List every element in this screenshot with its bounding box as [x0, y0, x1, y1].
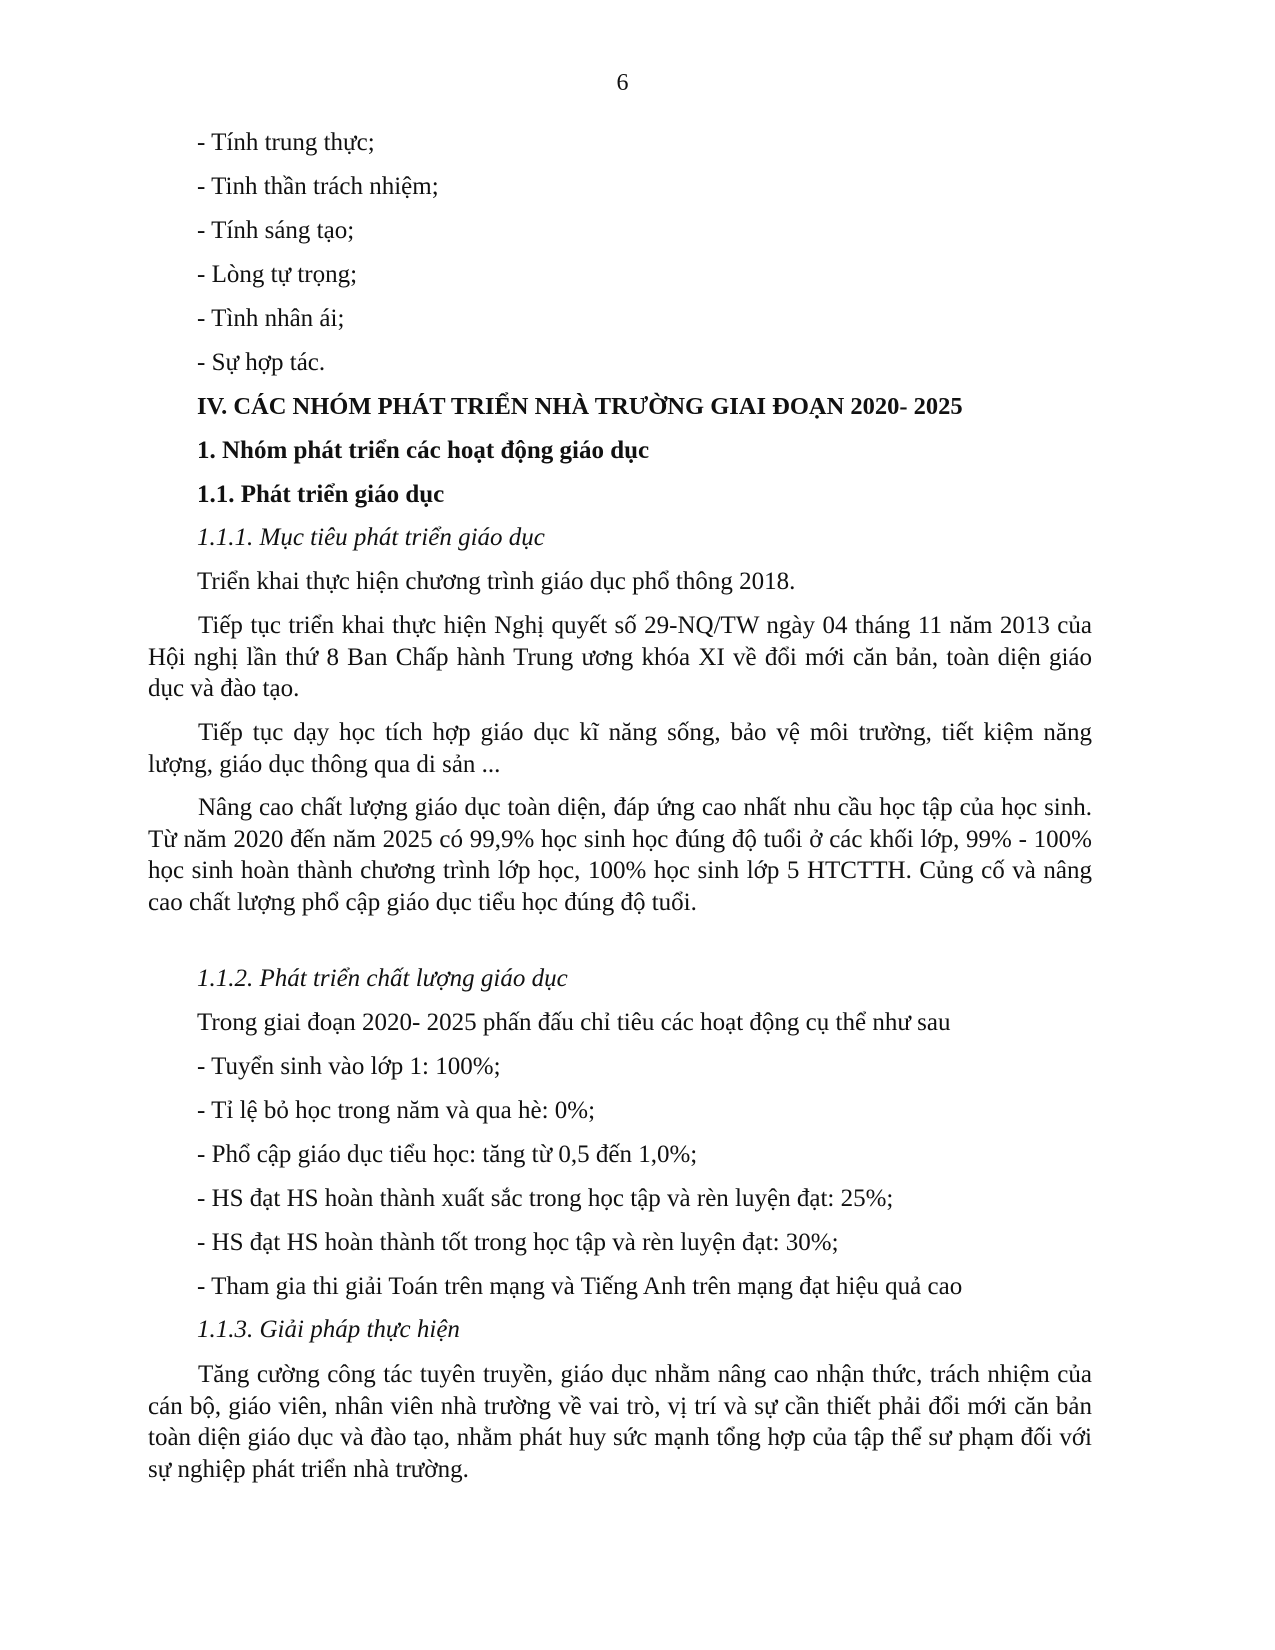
section-heading: IV. CÁC NHÓM PHÁT TRIỂN NHÀ TRƯỜNG GIAI ĐOẠN 2020- 2025	[197, 393, 963, 420]
bullet-item: - Tính sáng tạo;	[197, 217, 355, 244]
paragraph: Nâng cao chất lượng giáo dục toàn diện, đáp ứng cao nhất nhu cầu học tập của học sinh. Từ năm 2020 đến năm 2025 có 99,9% học sinh học đúng độ tuổi ở các khối lớp, 99% - 100% học sinh hoàn thành chương trình lớp học, 100% học sinh lớp 5 HTCTTH. Củng cố và nâng cao chất lượng phổ cập giáo dục tiểu học đúng độ tuổi.	[148, 794, 1092, 916]
bullet-item: - Tinh thần trách nhiệm;	[197, 173, 439, 200]
bullet-item: - Tình nhân ái;	[197, 305, 345, 332]
subheading-1-1-3: 1.1.3. Giải pháp thực hiện	[197, 1316, 460, 1343]
paragraph: Tiếp tục triển khai thực hiện Nghị quyết số 29-NQ/TW ngày 04 tháng 11 năm 2013 của Hội nghị lần thứ 8 Ban Chấp hành Trung ương khóa XI về đổi mới căn bản, toàn diện giáo dục và đào tạo.	[148, 612, 1092, 702]
paragraph: Trong giai đoạn 2020- 2025 phấn đấu chỉ tiêu các hoạt động cụ thể như sau	[197, 1009, 951, 1036]
target-item: - HS đạt HS hoàn thành tốt trong học tập và rèn luyện đạt: 30%;	[197, 1229, 839, 1256]
bullet-item: - Sự hợp tác.	[197, 349, 326, 376]
target-item: - Tham gia thi giải Toán trên mạng và Tiếng Anh trên mạng đạt hiệu quả cao	[197, 1273, 963, 1300]
page-number: 6	[616, 70, 629, 96]
target-item: - Tỉ lệ bỏ học trong năm và qua hè: 0%;	[197, 1097, 596, 1124]
subheading-1: 1. Nhóm phát triển các hoạt động giáo dục	[197, 437, 650, 464]
paragraph: Tăng cường công tác tuyên truyền, giáo dục nhằm nâng cao nhận thức, trách nhiệm của cán bộ, giáo viên, nhân viên nhà trường về vai trò, vị trí và sự cần thiết phải đổi mới căn bản toàn diện giáo dục và đào tạo, nhằm phát huy sức mạnh tổng hợp của tập thể sư phạm đối với sự nghiệp phát triển nhà trường.	[148, 1361, 1092, 1483]
subheading-1-1-1: 1.1.1. Mục tiêu phát triển giáo dục	[197, 524, 545, 551]
target-item: - Phổ cập giáo dục tiểu học: tăng từ 0,5 đến 1,0%;	[197, 1141, 698, 1168]
target-item: - Tuyển sinh vào lớp 1: 100%;	[197, 1053, 501, 1080]
bullet-item: - Tính trung thực;	[197, 129, 375, 156]
subheading-1-1: 1.1. Phát triển giáo dục	[197, 481, 445, 508]
paragraph: Triển khai thực hiện chương trình giáo dục phổ thông 2018.	[197, 568, 796, 595]
bullet-item: - Lòng tự trọng;	[197, 261, 358, 288]
paragraph: Tiếp tục dạy học tích hợp giáo dục kĩ năng sống, bảo vệ môi trường, tiết kiệm năng lượng, giáo dục thông qua di sản ...	[148, 719, 1092, 778]
target-item: - HS đạt HS hoàn thành xuất sắc trong học tập và rèn luyện đạt: 25%;	[197, 1185, 894, 1212]
subheading-1-1-2: 1.1.2. Phát triển chất lượng giáo dục	[197, 965, 568, 992]
